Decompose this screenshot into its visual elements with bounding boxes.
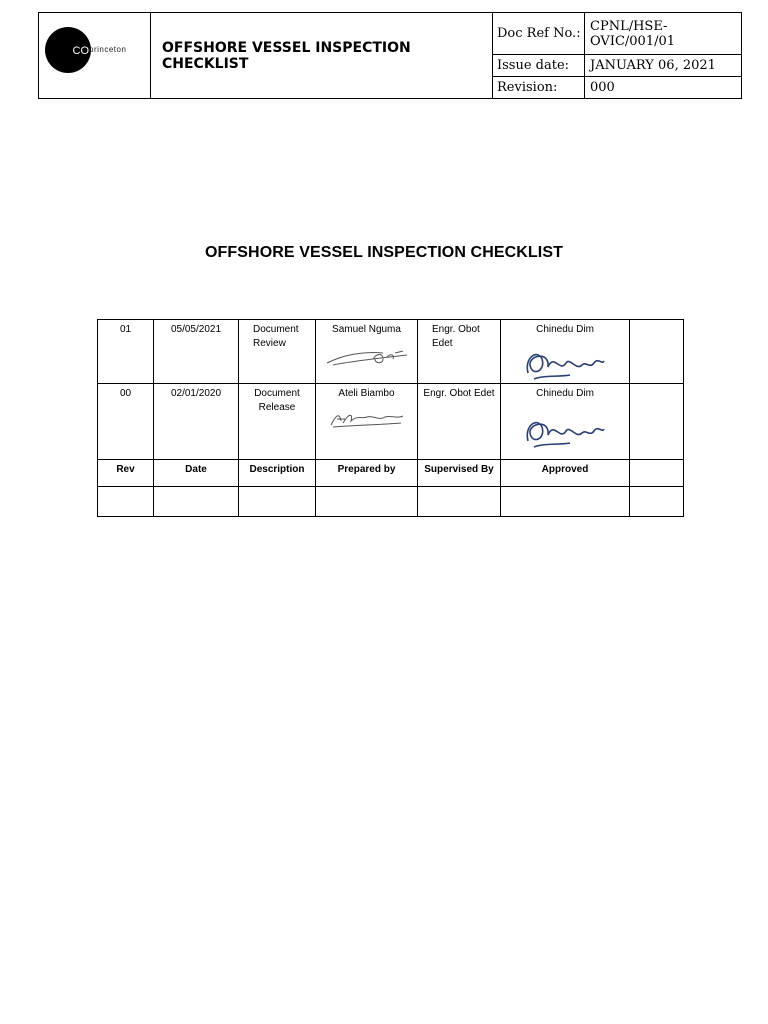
table-row xyxy=(98,487,684,517)
signature-image xyxy=(520,343,610,383)
approved-cell xyxy=(501,384,630,460)
document-title: OFFSHORE VESSEL INSPECTION CHECKLIST xyxy=(204,244,563,261)
column-header-description: Description xyxy=(239,460,316,487)
revision-label: Revision: xyxy=(493,77,585,99)
blank-cell xyxy=(154,487,239,517)
column-header-rev: Rev xyxy=(98,460,154,487)
date-cell: 02/01/2020 xyxy=(154,384,239,460)
approved-name: Chinedu Dim xyxy=(536,324,594,335)
revision-value: 000 xyxy=(585,77,742,99)
document-header xyxy=(38,12,742,99)
header-title: OFFSHORE VESSEL INSPECTION CHECKLIST xyxy=(151,13,493,99)
logo-inner-text: CO xyxy=(72,45,89,57)
doc-ref-value: CPNL/HSE-OVIC/001/01 xyxy=(585,13,742,55)
description-cell: Document Release xyxy=(239,384,316,460)
signature-image xyxy=(520,407,610,451)
signature-image xyxy=(327,407,407,429)
signature-image xyxy=(323,343,411,369)
column-header-approved: Approved xyxy=(501,460,630,487)
issue-date-label: Issue date: xyxy=(493,55,585,77)
prepared-by-name: Ateli Biambo xyxy=(338,388,395,399)
approved-name: Chinedu Dim xyxy=(536,388,594,399)
blank-cell xyxy=(630,384,684,460)
logo-cell xyxy=(39,13,151,99)
rev-cell: 00 xyxy=(98,384,154,460)
blank-cell xyxy=(630,460,684,487)
column-header-prepared-by: Prepared by xyxy=(316,460,418,487)
rev-cell: 01 xyxy=(98,320,154,384)
table-row xyxy=(98,320,684,384)
doc-ref-label: Doc Ref No.: xyxy=(493,13,585,55)
date-cell: 05/05/2021 xyxy=(154,320,239,384)
blank-cell xyxy=(418,487,501,517)
blank-cell xyxy=(239,487,316,517)
approved-cell xyxy=(501,320,630,384)
table-header-row xyxy=(98,460,684,487)
logo-text: CO princeton xyxy=(72,45,127,57)
column-header-date: Date xyxy=(154,460,239,487)
prepared-by-cell xyxy=(316,320,418,384)
issue-date-value: JANUARY 06, 2021 xyxy=(585,55,742,77)
description-cell: Document Review xyxy=(239,320,316,384)
blank-cell xyxy=(98,487,154,517)
revision-table xyxy=(97,319,684,517)
prepared-by-cell xyxy=(316,384,418,460)
blank-cell xyxy=(630,487,684,517)
table-row xyxy=(98,384,684,460)
blank-cell xyxy=(630,320,684,384)
supervised-by-cell: Engr. Obot Edet xyxy=(418,320,501,384)
blank-cell xyxy=(501,487,630,517)
column-header-supervised-by: Supervised By xyxy=(418,460,501,487)
prepared-by-name: Samuel Nguma xyxy=(332,324,401,335)
blank-cell xyxy=(316,487,418,517)
supervised-by-cell: Engr. Obot Edet xyxy=(418,384,501,460)
